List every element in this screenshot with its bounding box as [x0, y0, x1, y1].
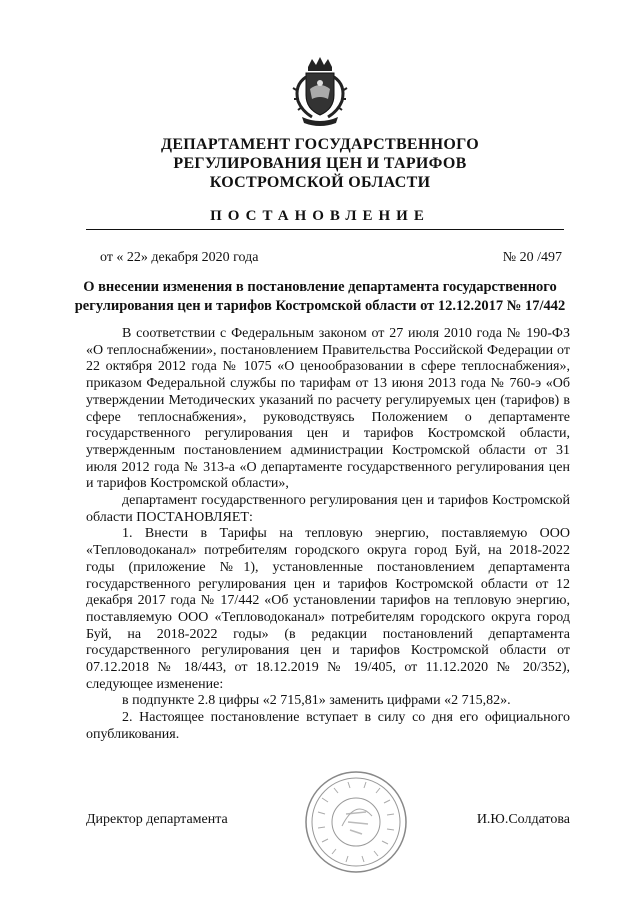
body-paragraph: департамент государственного регулирования цен и тарифов Костромской области ПОСТАНОВЛЯЕТ:: [86, 493, 570, 525]
signatory-name: И.Ю.Солдатова: [476, 812, 570, 827]
coat-of-arms-icon: [290, 55, 350, 127]
department-name-line-3: КОСТРОМСКОЙ ОБЛАСТИ: [209, 174, 431, 191]
department-name-line-2: РЕГУЛИРОВАНИЯ ЦЕН И ТАРИФОВ: [173, 155, 467, 172]
document-body: [86, 326, 570, 744]
document-number: № 20 /497: [502, 250, 562, 265]
signatory-title: Директор департамента: [86, 812, 228, 827]
official-seal-icon: [302, 768, 410, 876]
document-date: от « 22» декабря 2020 года: [100, 250, 259, 265]
body-paragraph: 2. Настоящее постановление вступает в силу со дня его официального опубликования.: [86, 710, 570, 742]
document-type-heading: ПОСТАНОВЛЕНИЕ: [210, 208, 430, 224]
department-name-line-1: ДЕПАРТАМЕНТ ГОСУДАРСТВЕННОГО: [161, 136, 479, 153]
document-title: О внесении изменения в постановление департамента государственного регулирования цен и тарифов Костромской области от 12.12.2017 № 17/442: [74, 279, 566, 314]
heading-underline: [86, 229, 564, 230]
body-paragraph: В соответствии с Федеральным законом от 27 июля 2010 года № 190-ФЗ «О теплоснабжении», постановлением Правительства Российской Федерации от 22 октября 2012 года № 1075 «О ценообразовании в сфере теплоснабжения», приказом Федеральной службы по тарифам от 13 июня 2013 года № 760-э «Об утверждении Методических указаний по расчету регулируемых цен (тарифов) в сфере теплоснабжения», руководствуясь Положением о департаменте государственного регулирования цен и тарифов Костромской области, утвержденным постановлением администрации Костромской области от 31 июля 2012 года № 313-а «О департаменте государственного регулирования цен и тарифов Костромской области»,: [86, 326, 570, 492]
body-paragraph: 1. Внести в Тарифы на тепловую энергию, поставляемую ООО «Тепловодоканал» потребителям городского округа город Буй, на 2018-2022 годы (приложение №1), установленные постановлением департамента государственного регулирования цен и тарифов Костромской области от 12 декабря 2017 года № 17/442 «Об установлении тарифов на тепловую энергию, поставляемую ООО «Тепловодоканал» потребителям городского округа город Буй, на 2018-2022 годы» (в редакции постановлений департамента государственного регулирования цен и тарифов Костромской области от 07.12.2018 № 18/443, от 18.12.2019 № 19/405, от 11.12.2020 № 20/352), следующее изменение:: [86, 526, 570, 692]
body-paragraph: в подпункте 2.8 цифры «2 715,81» заменить цифрами «2 715,82».: [122, 693, 511, 709]
